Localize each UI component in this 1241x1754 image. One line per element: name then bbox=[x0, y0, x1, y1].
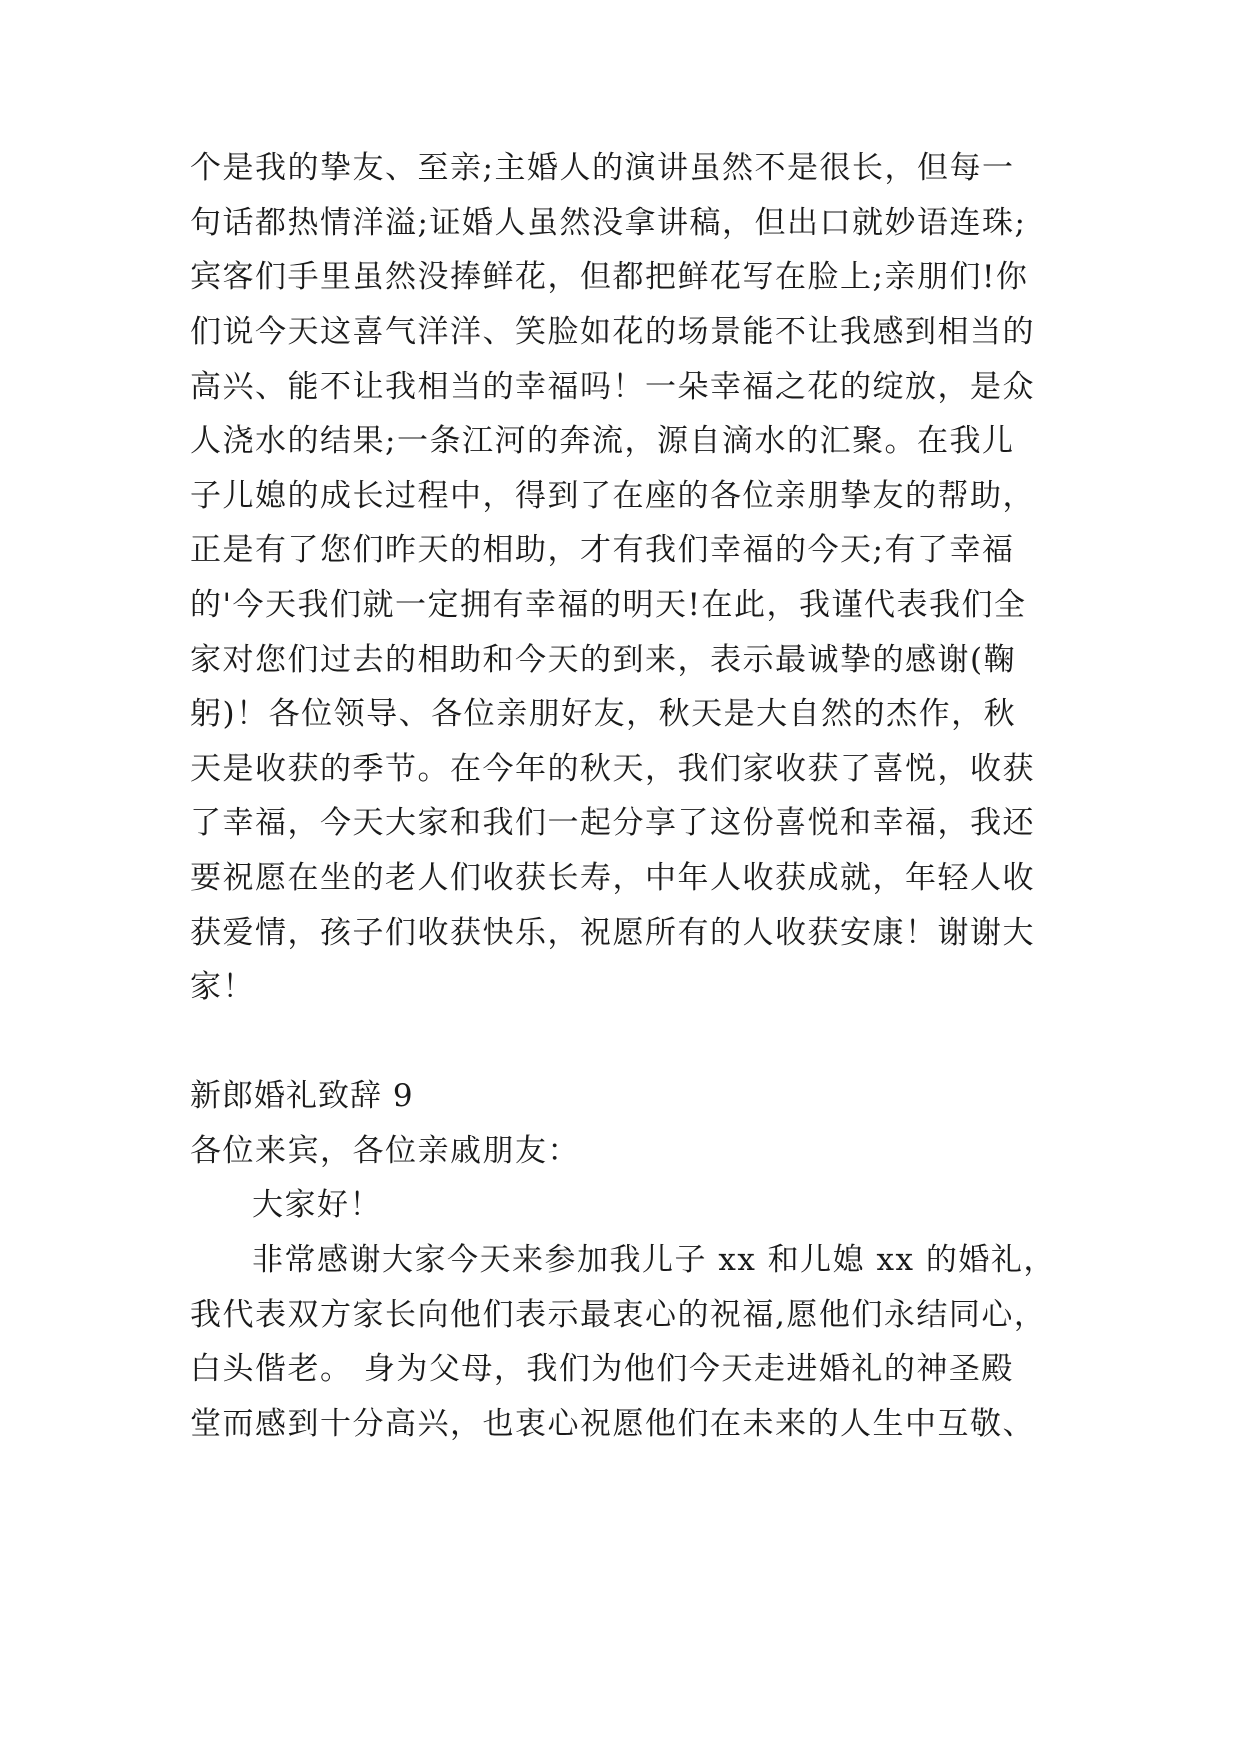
text-line: 人浇水的结果;一条江河的奔流，源自滴水的汇聚。在我儿 bbox=[190, 423, 1015, 459]
text-line: 家对您们过去的相助和今天的到来，表示最诚挚的感谢(鞠 bbox=[190, 642, 1017, 678]
text-line: 了幸福，今天大家和我们一起分享了这份喜悦和幸福，我还 bbox=[190, 805, 1035, 841]
text-line: 正是有了您们昨天的相助，才有我们幸福的今天;有了幸福 bbox=[190, 532, 1015, 568]
salutation: 各位来宾，各位亲戚朋友： bbox=[190, 1133, 580, 1169]
text-line: 家！ bbox=[190, 969, 255, 1005]
text-line: 白头偕老。 身为父母，我们为他们今天走进婚礼的神圣殿 bbox=[190, 1351, 1014, 1387]
text-line: 躬)！各位领导、各位亲朋好友，秋天是大自然的杰作，秋 bbox=[190, 696, 1017, 732]
text-line: 宾客们手里虽然没捧鲜花，但都把鲜花写在脸上;亲朋们!你 bbox=[190, 259, 1029, 295]
text-line: 堂而感到十分高兴，也衷心祝愿他们在未来的人生中互敬、 bbox=[190, 1406, 1035, 1442]
text-line: 个是我的挚友、至亲;主婚人的演讲虽然不是很长，但每一 bbox=[190, 150, 1015, 186]
text-line: 子儿媳的成长过程中，得到了在座的各位亲朋挚友的帮助， bbox=[190, 478, 1035, 514]
text-line: 天是收获的季节。在今年的秋天，我们家收获了喜悦，收获 bbox=[190, 751, 1035, 787]
text-line: 非常感谢大家今天来参加我儿子 xx 和儿媳 xx 的婚礼， bbox=[252, 1242, 1056, 1278]
text-line: 获爱情，孩子们收获快乐，祝愿所有的人收获安康！谢谢大 bbox=[190, 915, 1035, 951]
text-line: 要祝愿在坐的老人们收获长寿，中年人收获成就，年轻人收 bbox=[190, 860, 1035, 896]
section-title: 新郎婚礼致辞 9 bbox=[190, 1078, 414, 1114]
greeting: 大家好！ bbox=[252, 1187, 382, 1223]
text-line: 句话都热情洋溢;证婚人虽然没拿讲稿，但出口就妙语连珠; bbox=[190, 205, 1027, 241]
text-line: 的'今天我们就一定拥有幸福的明天!在此，我谨代表我们全 bbox=[190, 587, 1027, 623]
text-line: 我代表双方家长向他们表示最衷心的祝福,愿他们永结同心， bbox=[190, 1297, 1047, 1333]
text-line: 们说今天这喜气洋洋、笑脸如花的场景能不让我感到相当的 bbox=[190, 314, 1035, 350]
text-line: 高兴、能不让我相当的幸福吗！一朵幸福之花的绽放，是众 bbox=[190, 369, 1035, 405]
